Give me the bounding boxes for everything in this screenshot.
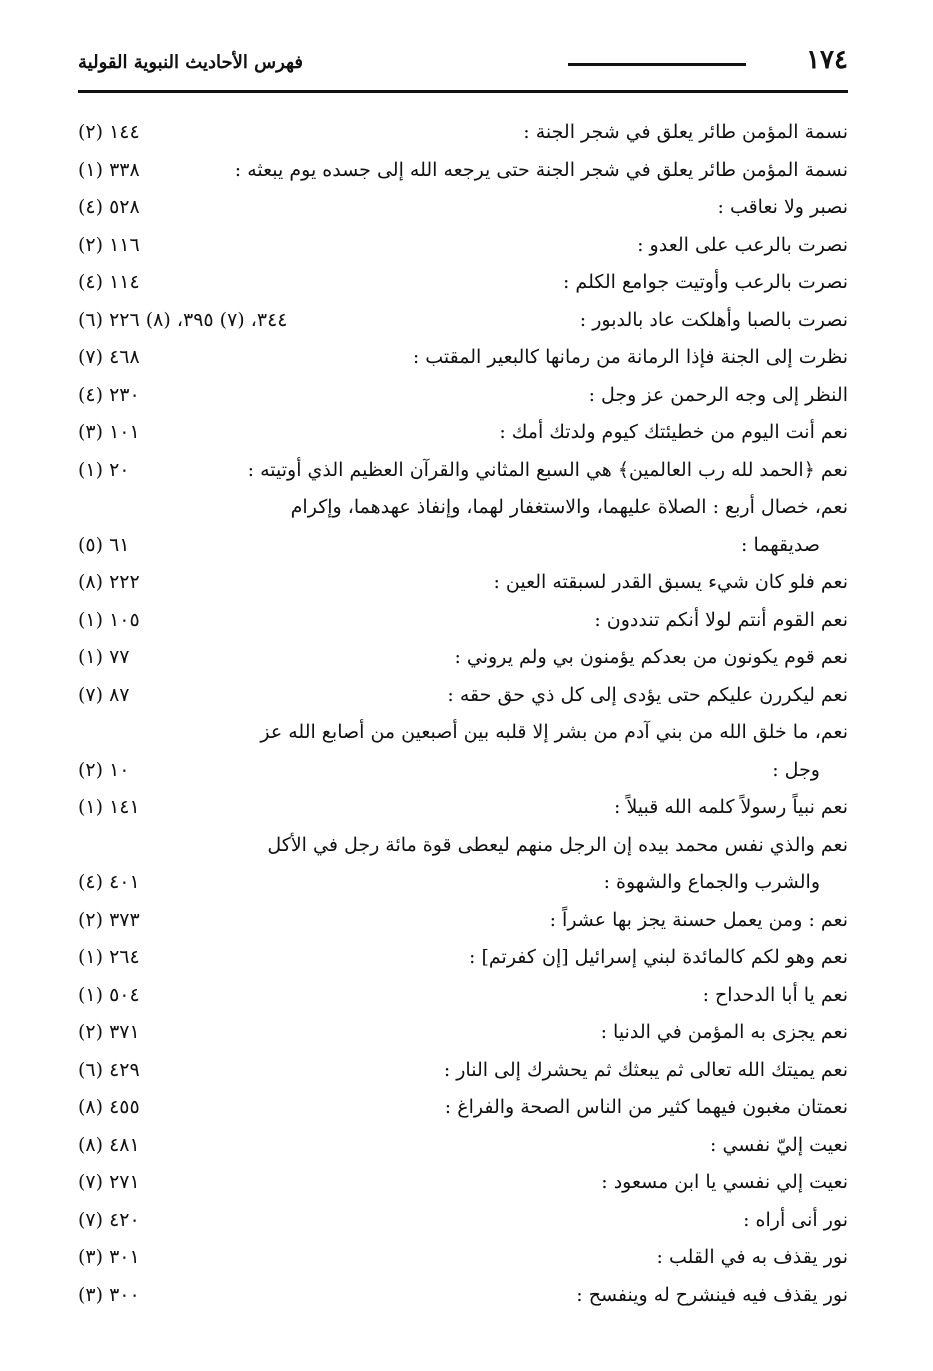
entry-reference: (٦) ٤٢٩ [78,1058,140,1081]
entry-reference: (٧) ٤٦٨ [78,346,140,368]
entry-reference: (١) ٧٧ [78,646,130,668]
entry-reference: (٢) ١٤٤ [78,121,140,143]
entry-text [178,452,848,490]
entry-text-line: نصرت بالصبا وأهلكت عاد بالدبور : [579,308,848,331]
entry-reference: (١) ١٤١ [78,796,140,818]
entry-text-line: نصرت بالرعب وأوتيت جوامع الكلم : [562,271,848,293]
running-title: فهرس الأحاديث النبوية القولية [78,52,303,73]
entry-reference: (٧) ٢٧١ [78,1171,140,1193]
entry-reference: (٣) ١٠١ [78,421,140,443]
index-entry [78,602,848,640]
entry-text-line: نعم، خصال أربع : الصلاة عليهما، والاستغفار لهما، وإنفاذ عهدهما، وإكرام [290,496,848,518]
index-entry [78,339,848,377]
entry-text-line: نعم : ومن يعمل حسنة يجز بها عشراً : [549,908,848,931]
index-entry [78,1239,848,1277]
entry-text-line: صديقهما : [741,533,820,556]
entry-text [178,1089,848,1127]
index-entry [78,452,848,490]
index-entry [78,264,848,302]
entry-text-line: نعم ﴿الحمد لله رب العالمين﴾ هي السبع المثاني والقرآن العظيم الذي أوتيته : [247,458,848,481]
entry-text [178,939,848,977]
entry-text [178,339,848,377]
entry-text [178,377,848,415]
entry-text [178,1052,848,1090]
entry-reference: (٤) ١١٤ [78,271,140,293]
page-number: ١٧٤ [806,45,848,75]
entry-text [178,227,848,265]
index-entry [78,377,848,415]
entry-reference: (٢) ١١٦ [78,233,140,256]
header-dash [568,63,746,66]
entry-reference: (٧) ٤٢٠ [78,1208,140,1231]
entry-text [178,1127,848,1165]
entry-reference: (١) ٣٣٨ [78,158,140,181]
entry-reference: (٣) ٣٠١ [78,1246,140,1268]
entry-text [198,827,848,902]
entry-text-line: نعم يا أبا الدحداح : [702,983,848,1006]
index-entry [78,639,848,677]
index-entry [78,114,848,152]
entry-text-line: نسمة المؤمن طائر يعلق في شجر الجنة حتى يرجعه الله إلى جسده يوم يبعثه : [234,158,848,181]
index-entry [78,1127,848,1165]
entry-text-line: وجل : [772,758,820,781]
entry-text-line: نصبر ولا نعاقب : [717,196,848,218]
entry-reference: (٧) ٨٧ [78,683,130,706]
entry-text [178,1202,848,1240]
entry-text-line: نعيت إلي نفسي يا ابن مسعود : [601,1171,848,1193]
index-entry [78,152,848,190]
entry-text [178,1239,848,1277]
entry-text [178,1164,848,1202]
entry-text-line: نعم قوم يكونون من بعدكم يؤمنون بي ولم يروني : [454,646,848,668]
entry-text-line: نور يقذف فيه فينشرح له وينفسح : [576,1283,848,1306]
index-entry [78,489,848,564]
entry-text-line: نور أنى أراه : [743,1208,848,1231]
entry-text [178,789,848,827]
entry-text-line: النظر إلى وجه الرحمن عز وجل : [588,383,848,406]
entry-text [178,264,848,302]
entry-text-line: نظرت إلى الجنة فإذا الرمانة من رمانها كالبعير المقتب : [412,346,848,368]
entry-text-line: نعم فلو كان شيء يسبق القدر لسبقته العين : [493,571,848,593]
entry-reference: (١) ١٠٥ [78,608,140,631]
entry-text [178,977,848,1015]
entry-text [198,714,848,789]
entry-reference: (٤) ٤٠١ [78,871,140,893]
entry-reference: (٦) ٣٤٤، (٧) ٣٩٥، (٨) ٢٢٦ [78,308,288,331]
entry-text [178,602,848,640]
entry-text-line: نعمتان مغبون فيهما كثير من الناس الصحة والفراغ : [444,1096,848,1118]
entry-text [178,152,848,190]
entry-text [178,639,848,677]
entry-reference: (٤) ٢٣٠ [78,383,140,406]
entry-reference: (٢) ٣٧١ [78,1021,140,1043]
entry-text-line: نصرت بالرعب على العدو : [637,233,848,256]
entry-text [198,489,848,564]
index-entry [78,1164,848,1202]
entry-reference: (٨) ٤٥٥ [78,1096,140,1118]
entry-text-line: نعم القوم أنتم لولا أنكم تنددون : [594,608,848,631]
entry-reference: (١) ٢٦٤ [78,946,140,968]
index-entry [78,414,848,452]
index-entry [78,1202,848,1240]
entry-text [178,1014,848,1052]
entry-text-line: نور يقذف به في القلب : [656,1246,848,1268]
index-entry [78,939,848,977]
entry-text [178,414,848,452]
index-entry [78,189,848,227]
entry-text [178,677,848,715]
index-entry [78,714,848,789]
page-header [78,44,848,88]
entry-text-line: نسمة المؤمن طائر يعلق في شجر الجنة : [523,121,848,143]
entry-text-line: نعم نبياً رسولاً كلمه الله قبيلاً : [614,796,848,818]
entry-reference: (٢) ١٠ [78,758,130,781]
index-entry [78,227,848,265]
index-entry [78,1277,848,1315]
entry-text [178,1277,848,1315]
entry-text [178,564,848,602]
hadith-index-list [78,114,848,1314]
entry-text-line: نعم والذي نفس محمد بيده إن الرجل منهم ليعطى قوة مائة رجل في الأكل [267,833,848,856]
entry-reference: (١) ٥٠٤ [78,983,140,1006]
entry-text-line: نعم، ما خلق الله من بني آدم من بشر إلا قلبه بين أصبعين من أصابع الله عز [260,721,848,743]
index-entry [78,977,848,1015]
entry-reference: (١) ٢٠ [78,458,130,481]
entry-reference: (٢) ٣٧٣ [78,908,140,931]
index-entry [78,677,848,715]
entry-reference: (٥) ٦١ [78,533,130,556]
entry-text-line: نعم أنت اليوم من خطيئتك كيوم ولدتك أمك : [499,421,848,443]
index-entry [78,302,848,340]
entry-reference: (٨) ٢٢٢ [78,571,140,593]
entry-reference: (٣) ٣٠٠ [78,1283,140,1306]
entry-text-line: نعم ليكررن عليكم حتى يؤدى إلى كل ذي حق حقه : [447,683,848,706]
index-entry [78,1014,848,1052]
index-entry [78,1089,848,1127]
index-entry [78,789,848,827]
index-entry [78,1052,848,1090]
entry-text-line: نعم يميتك الله تعالى ثم يبعثك ثم يحشرك إلى النار : [443,1058,848,1081]
index-entry [78,827,848,902]
index-entry [78,902,848,940]
entry-reference: (٨) ٤٨١ [78,1133,140,1156]
entry-reference: (٤) ٥٢٨ [78,196,140,218]
entry-text [178,189,848,227]
index-entry [78,564,848,602]
entry-text [178,114,848,152]
entry-text-line: نعم يجزى به المؤمن في الدنيا : [600,1021,848,1043]
entry-text [178,902,848,940]
header-rule [78,90,848,93]
entry-text-line: نعيت إليّ نفسي : [710,1133,848,1156]
entry-text-line: والشرب والجماع والشهوة : [603,871,820,893]
entry-text-line: نعم وهو لكم كالمائدة لبني إسرائيل [إن كفرتم] : [469,946,848,968]
